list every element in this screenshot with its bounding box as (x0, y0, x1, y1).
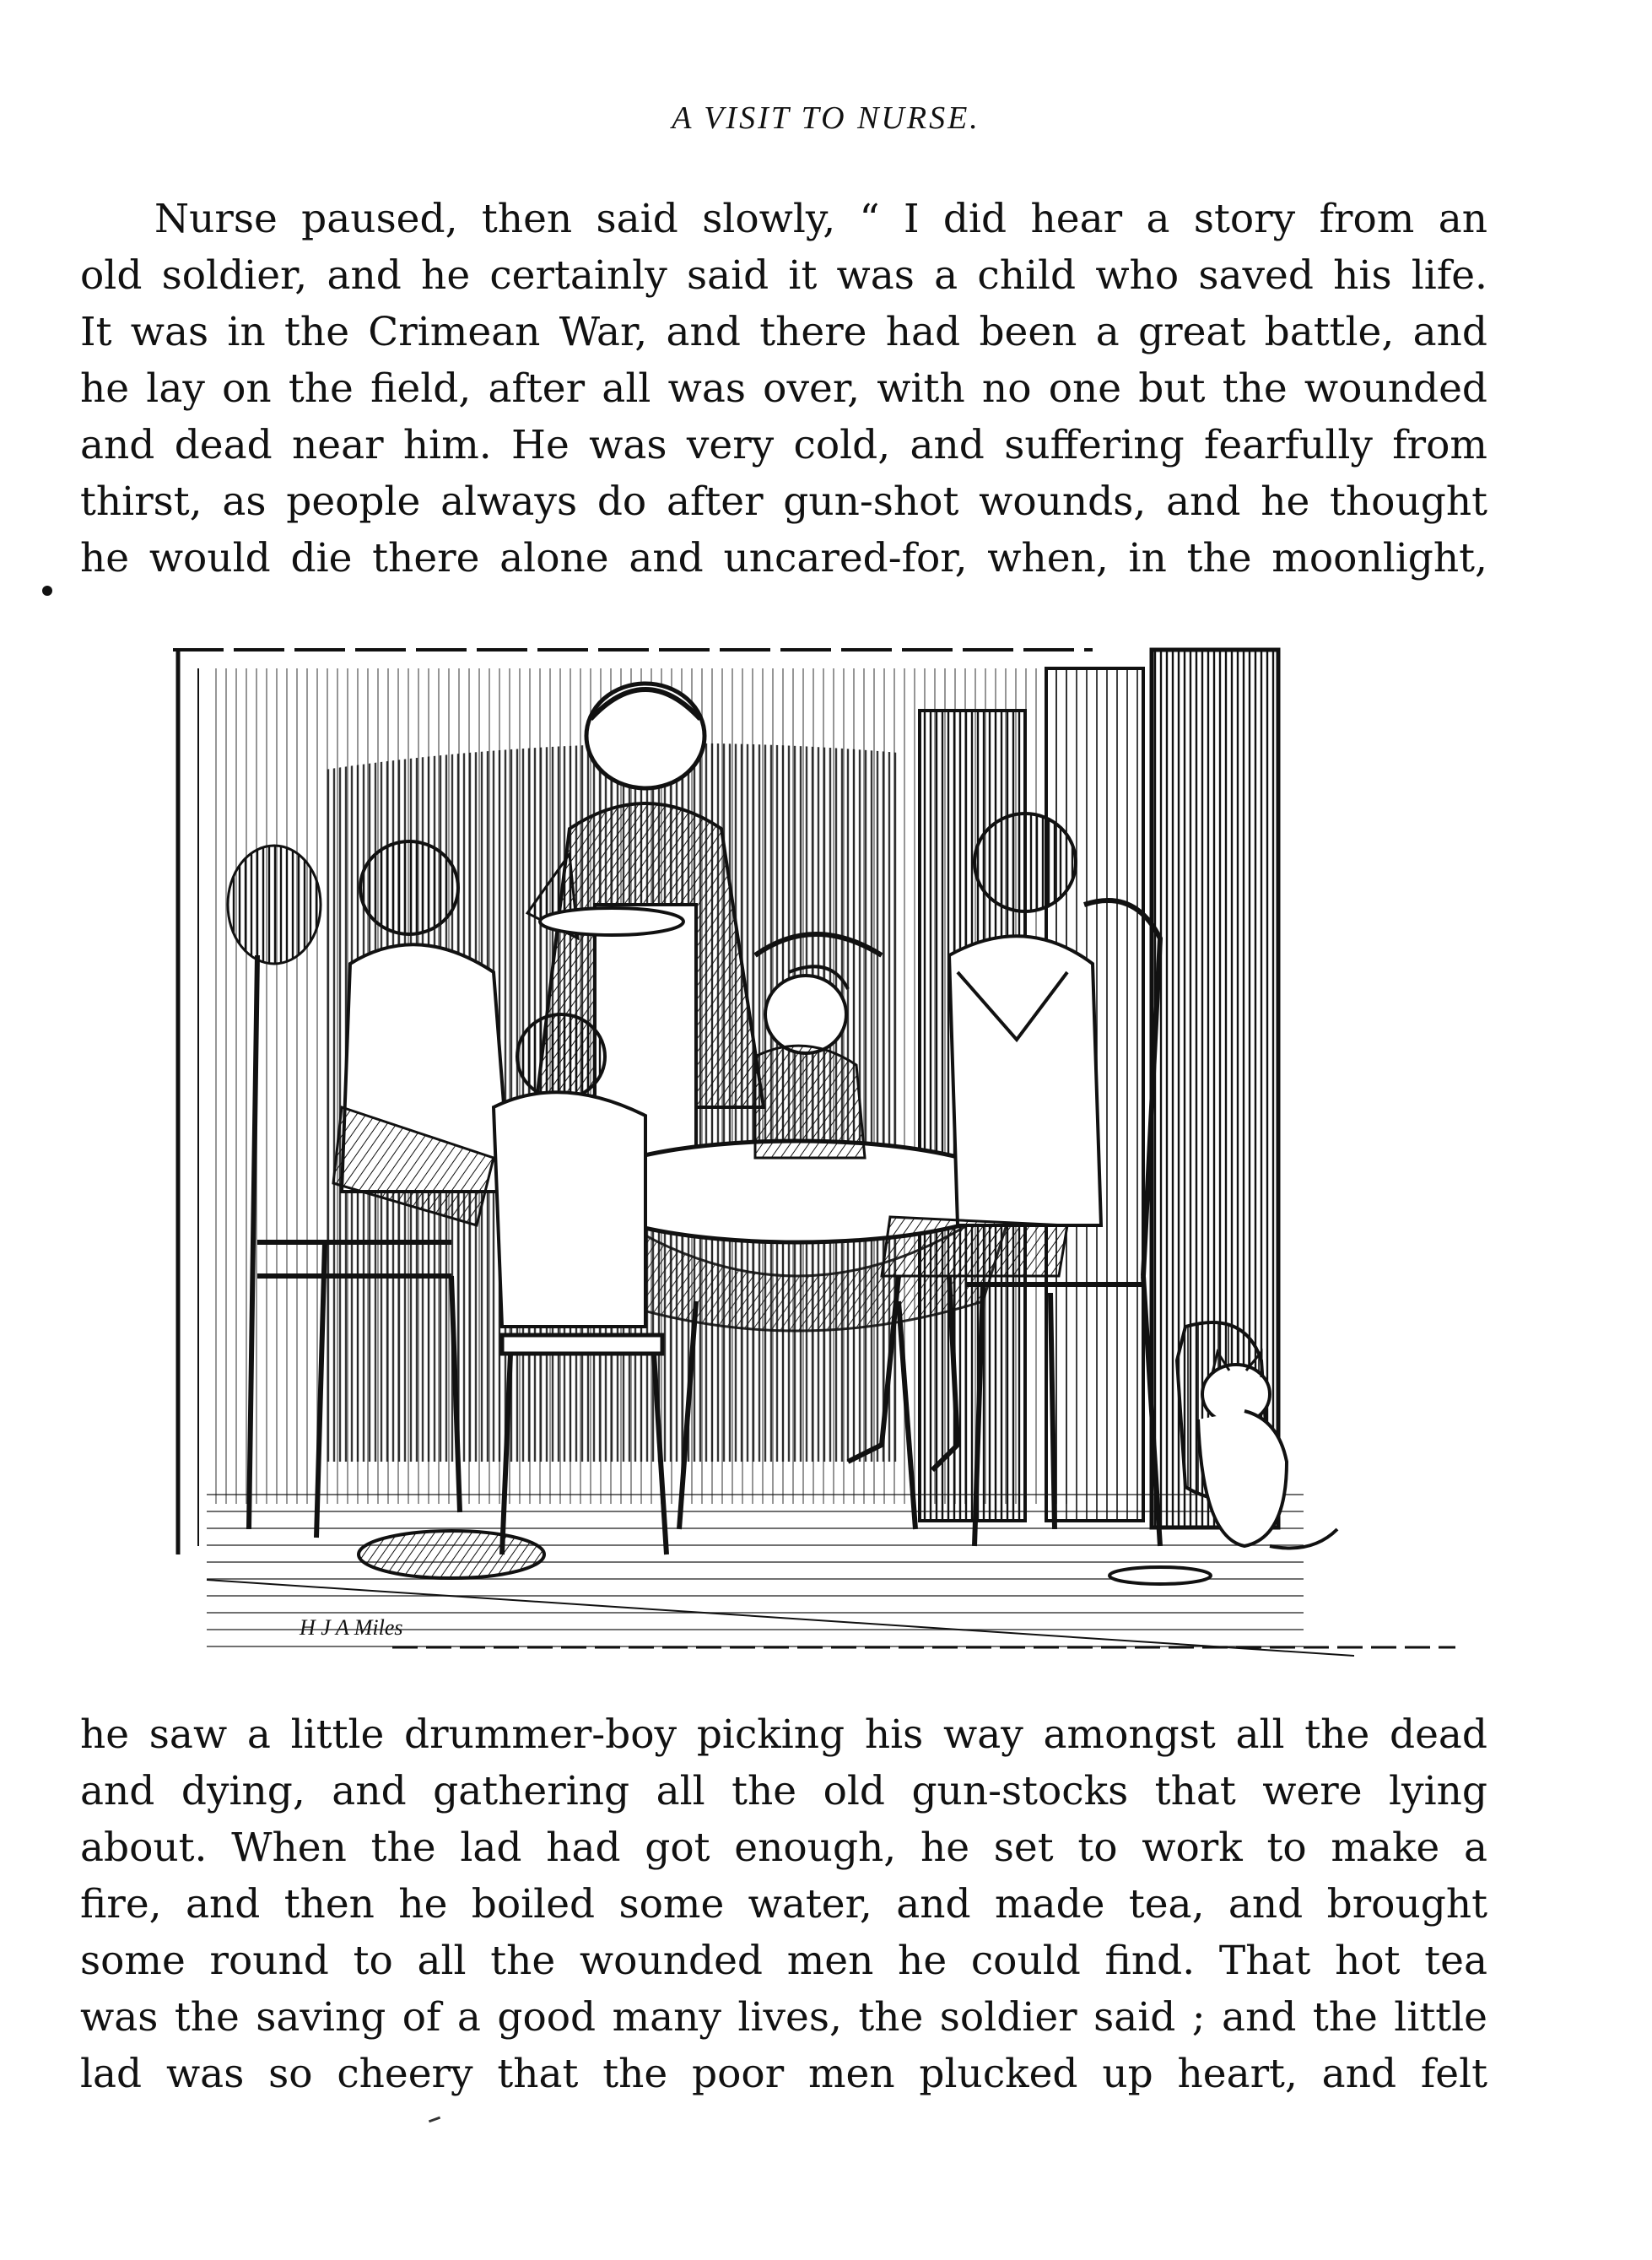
text-line: about. When the lad had got enough, he set to work to make a (80, 1825, 1487, 1871)
artist-signature: H J A Miles (300, 1615, 403, 1640)
paragraph-bottom (80, 1706, 1487, 2102)
text-line: It was in the Crimean War, and there had been a great battle, and (80, 309, 1487, 355)
text-line: fire, and then he boiled some water, and made tea, and brought (80, 1881, 1487, 1927)
text-line: lad was so cheery that the poor men plucked up heart, and felt (80, 2051, 1487, 2097)
text-line: he lay on the field, after all was over, with no one but the wounded (80, 365, 1487, 412)
text-line: he would die there alone and uncared-for, when, in the moonlight, (80, 535, 1487, 581)
text-line: was the saving of a good many lives, the soldier said ; and the little (80, 1994, 1487, 2041)
engraving-svg (173, 635, 1455, 1666)
text-line: thirst, as people always do after gun-shot wounds, and he thought (80, 478, 1487, 525)
margin-dot (42, 586, 52, 596)
text-line: Nurse paused, then said slowly, “ I did hear a story from an (154, 196, 1487, 242)
text-line: he saw a little drummer-boy picking his way amongst all the dead (80, 1711, 1487, 1758)
text-line: and dead near him. He was very cold, and suffering fearfully from (80, 422, 1487, 468)
text-line: old soldier, and he certainly said it was a child who saved his life. (80, 252, 1487, 299)
stray-mark (429, 2117, 440, 2123)
paragraph-top (80, 191, 1487, 587)
running-header: A VISIT TO NURSE. (672, 100, 980, 136)
text-line: some round to all the wounded men he could find. That hot tea (80, 1938, 1487, 1984)
nursery-tea-illustration (173, 635, 1455, 1666)
text-line: and dying, and gathering all the old gun-stocks that were lying (80, 1768, 1487, 1814)
